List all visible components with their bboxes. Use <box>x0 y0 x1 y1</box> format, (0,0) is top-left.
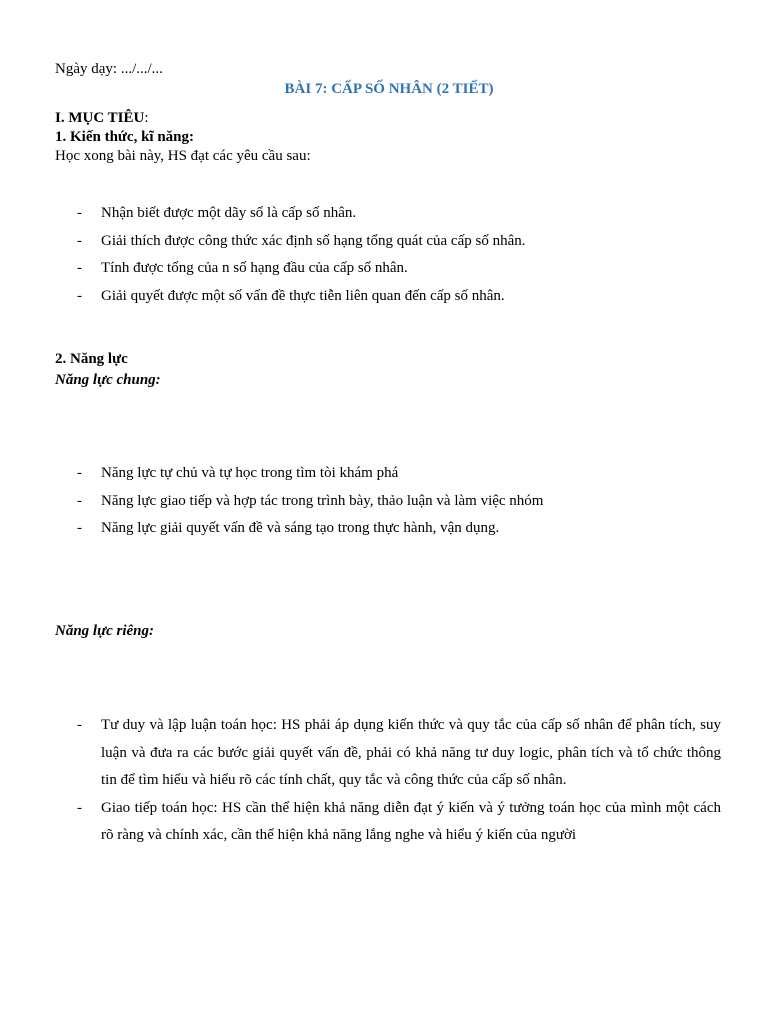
specific-competency-heading: Năng lực riêng: <box>55 623 154 639</box>
intro-text: Học xong bài này, HS đạt các yêu cầu sau: <box>55 148 311 164</box>
competency-heading: 2. Năng lực <box>55 351 128 367</box>
knowledge-list <box>55 200 721 310</box>
knowledge-skills-heading: 1. Kiến thức, kĩ năng: <box>55 129 195 145</box>
list-item-text: Giải thích được công thức xác định số hạng tổng quát của cấp số nhân. <box>101 232 526 249</box>
general-competency-heading: Năng lực chung: <box>55 372 161 388</box>
list-item <box>55 795 721 850</box>
list-item-text: Giải quyết được một số vấn đề thực tiễn liên quan đến cấp số nhân. <box>101 287 505 304</box>
list-item <box>55 488 721 516</box>
list-item <box>55 255 721 283</box>
section1-heading-text: I. MỤC TIÊU <box>55 110 145 126</box>
list-dash: - <box>77 287 82 304</box>
list-dash: - <box>77 520 82 536</box>
list-dash: - <box>77 492 82 509</box>
list-item-text: Giao tiếp toán học: HS cần thể hiện khả năng diễn đạt ý kiến và ý tưởng toán học của mình một cách rõ ràng và chính xác, cần thể hiện khả năng lắng nghe và hiểu ý kiến của người <box>101 799 721 843</box>
list-dash: - <box>77 205 82 221</box>
list-item <box>55 283 721 311</box>
list-item-text: Tính được tổng của n số hạng đầu của cấp số nhân. <box>101 260 408 276</box>
general-competency-list <box>55 460 721 543</box>
list-item <box>55 200 721 228</box>
list-item-text: Năng lực giải quyết vấn đề và sáng tạo trong thực hành, vận dụng. <box>101 520 500 536</box>
list-item <box>55 515 721 543</box>
date-line: Ngày dạy: .../.../... <box>55 61 163 77</box>
lesson-title: BÀI 7: CẤP SỐ NHÂN (2 TIẾT) <box>284 81 494 97</box>
list-item-text: Tư duy và lập luận toán học: HS phải áp dụng kiến thức và quy tắc của cấp số nhân để phân tích, suy luận và đưa ra các bước giải quyết vấn đề, phải có khả năng tư duy logic, phân tích và tổ chức thông tin để tìm hiểu và hiểu rõ các tính chất, quy tắc và công thức của cấp số nhân. <box>101 717 721 788</box>
list-dash: - <box>77 799 82 816</box>
list-item <box>55 460 721 488</box>
list-dash: - <box>77 465 82 481</box>
list-item <box>55 712 721 795</box>
list-dash: - <box>77 717 82 733</box>
list-item-text: Năng lực tự chủ và tự học trong tìm tòi khám phá <box>101 465 399 481</box>
section1-heading-colon: : <box>144 110 149 126</box>
list-dash: - <box>77 260 82 276</box>
list-dash: - <box>77 232 82 249</box>
specific-competency-list <box>55 712 721 850</box>
list-item <box>55 228 721 256</box>
section1-heading <box>55 109 149 128</box>
list-item-text: Năng lực giao tiếp và hợp tác trong trình bày, thảo luận và làm việc nhóm <box>101 492 544 509</box>
list-item-text: Nhận biết được một dãy số là cấp số nhân. <box>101 205 357 221</box>
